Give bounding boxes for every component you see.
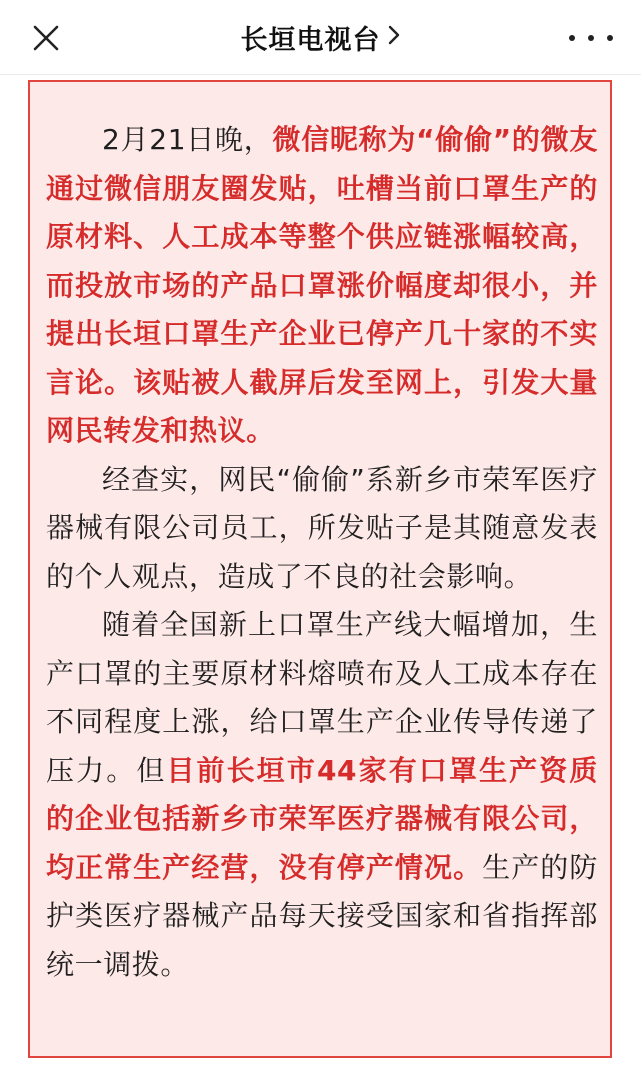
article-paragraph bbox=[46, 116, 598, 456]
highlighted-text: 微信昵称为“偷偷”的微友通过微信朋友圈发贴，吐槽当前口罩生产的原材料、人工成本等整个供应链涨幅较高，而投放市场的产品口罩涨价幅度却很小，并提出长垣口罩生产企业已停产几十家的不实言论。该贴被人截屏后发至网上，引发大量网民转发和热议。 bbox=[46, 123, 598, 447]
account-name-link[interactable] bbox=[241, 18, 401, 57]
chevron-right-icon bbox=[387, 24, 401, 50]
body-text: 经查实，网民“偷偷”系新乡市荣军医疗器械有限公司员工，所发贴子是其随意发表的个人观点，造成了不良的社会影响。 bbox=[46, 462, 598, 593]
article-paragraph bbox=[46, 456, 598, 602]
more-horizontal-icon bbox=[607, 35, 613, 41]
article-paragraph bbox=[46, 601, 598, 989]
more-options-button[interactable] bbox=[569, 22, 613, 54]
page-title: 长垣电视台 bbox=[240, 24, 381, 56]
close-button[interactable] bbox=[26, 18, 66, 58]
highlighted-text: 目前长垣市44家有口罩生产资质的企业包括新乡市荣军医疗器械有限公司，均正常生产经营，没有停产情况。 bbox=[46, 753, 598, 884]
top-navigation-bar bbox=[0, 0, 641, 75]
title-container bbox=[0, 0, 641, 74]
body-text: 生产的防护类医疗器械产品每天接受国家和省指挥部统一调拨。 bbox=[46, 850, 598, 981]
more-horizontal-icon bbox=[588, 35, 594, 41]
article-body bbox=[46, 116, 598, 989]
body-text: 2月21日晚， bbox=[102, 123, 273, 156]
close-icon bbox=[33, 25, 59, 51]
more-horizontal-icon bbox=[569, 35, 575, 41]
body-text: 随着全国新上口罩生产线大幅增加，生产口罩的主要原材料熔喷布及人工成本存在不同程度上涨，给口罩生产企业传导传递了压力。但 bbox=[46, 608, 598, 787]
